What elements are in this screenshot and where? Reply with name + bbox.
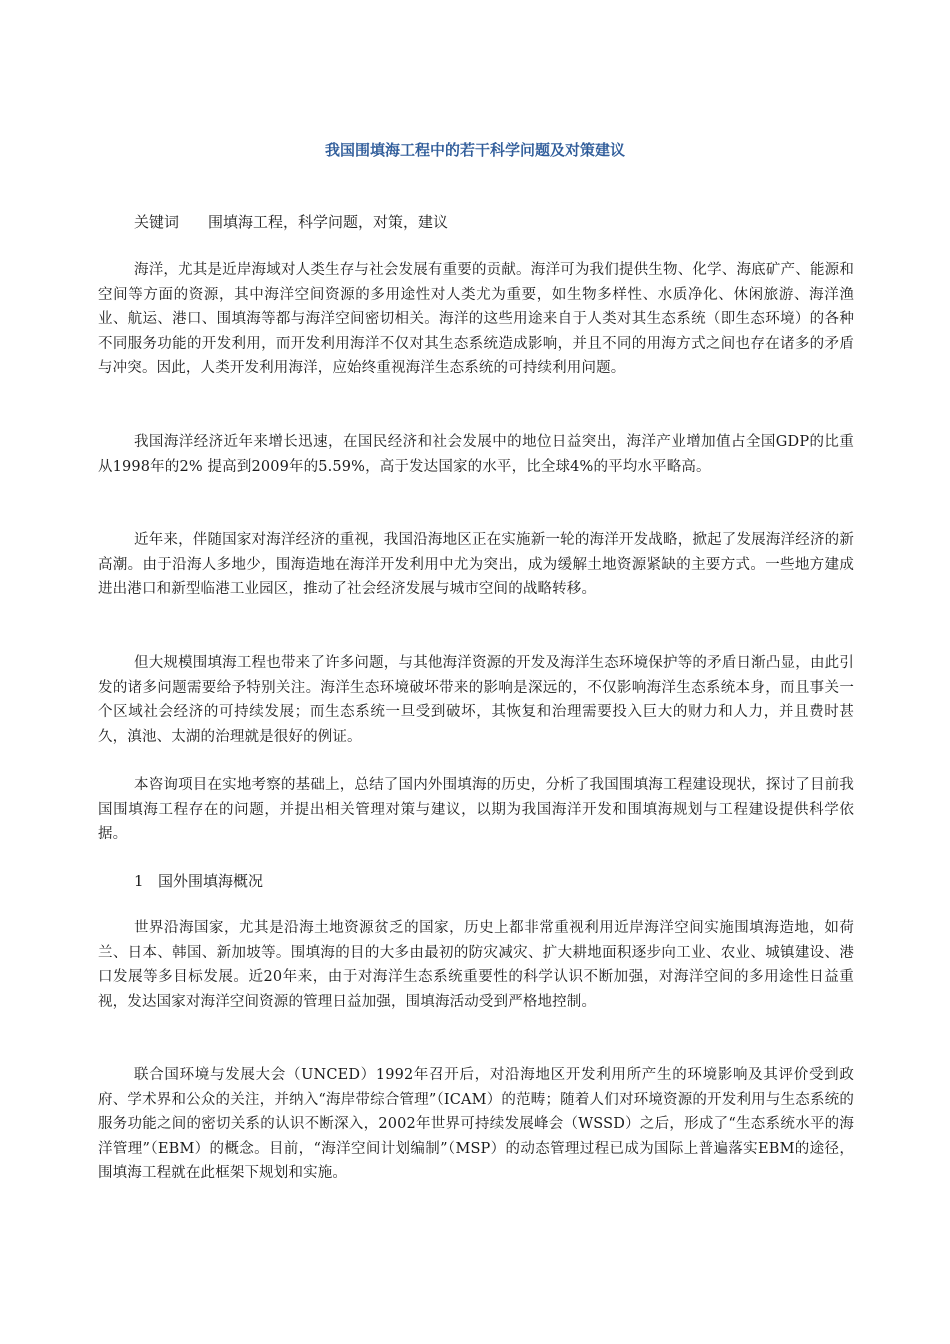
paragraph-economy: 我国海洋经济近年来增长迅速，在国民经济和社会发展中的地位日益突出，海洋产业增加值占全国GDP的比重从1998年的2% 提高到2009年的5.59%，高于发达国家的水平，比全球4%的平均水平略高。	[98, 434, 854, 475]
keywords-label: 关键词	[134, 213, 180, 231]
paragraph-intro: 海洋，尤其是近岸海域对人类生存与社会发展有重要的贡献。海洋可为我们提供生物、化学、海底矿产、能源和空间等方面的资源，其中海洋空间资源的多用途性对人类尤为重要，如生物多样性、水质净化、休闲旅游、海洋渔业、航运、港口、围填海等都与海洋空间密切相关。海洋的这些用途来自于人类对其生态系统（即生态环境）的各种不同服务功能的开发利用，而开发利用海洋不仅对其生态系统造成影响，并且不同的用海方式之间也存在诸多的矛盾与冲突。因此，人类开发利用海洋，应始终重视海洋生态系统的可持续利用问题。	[98, 262, 854, 377]
paragraph-world: 世界沿海国家，尤其是沿海土地资源贫乏的国家，历史上都非常重视利用近岸海洋空间实施围填海造地，如荷兰、日本、韩国、新加坡等。围填海的目的大多由最初的防灾减灾、扩大耕地面积逐步向工业、农业、城镇建设、港口发展等多目标发展。近20年来，由于对海洋生态系统重要性的科学认识不断加强，对海洋空间的多用途性日益重视，发达国家对海洋空间资源的管理日益加强，围填海活动受到严格地控制。	[98, 920, 854, 1010]
paragraph-unced: 联合国环境与发展大会（UNCED）1992年召开后，对沿海地区开发利用所产生的环境影响及其评价受到政府、学术界和公众的关注，并纳入“海岸带综合管理”（ICAM）的范畴；随着人们对环境资源的开发利用与生态系统的服务功能之间的密切关系的认识不断深入，2002年世界可持续发展峰会（WSSD）之后，形成了“生态系统水平的海洋管理”（EBM）的概念。目前，“海洋空间计划编制”（MSP）的动态管理过程已成为国际上普遍落实EBM的途径，围填海工程就在此框架下规划和实施。	[98, 1067, 854, 1182]
section-heading	[134, 869, 263, 893]
paragraph-development: 近年来，伴随国家对海洋经济的重视，我国沿海地区正在实施新一轮的海洋开发战略，掀起了发展海洋经济的新高潮。由于沿海人多地少，围海造地在海洋开发利用中尤为突出，成为缓解土地资源紧缺的主要方式。一些地方建成进出港口和新型临港工业园区，推动了社会经济发展与城市空间的战略转移。	[98, 532, 854, 598]
section-title: 国外围填海概况	[158, 872, 264, 890]
document-title: 我国围填海工程中的若干科学问题及对策建议	[324, 141, 625, 159]
section-number: 1	[134, 872, 144, 890]
paragraph-problems: 但大规模围填海工程也带来了许多问题，与其他海洋资源的开发及海洋生态环境保护等的矛盾日渐凸显，由此引发的诸多问题需要给予特别关注。海洋生态环境破坏带来的影响是深远的，不仅影响海洋生态系统本身，而且事关一个区域社会经济的可持续发展；而生态系统一旦受到破坏，其恢复和治理需要投入巨大的财力和人力，并且费时甚久，滇池、太湖的治理就是很好的例证。	[98, 655, 854, 745]
paragraph-project: 本咨询项目在实地考察的基础上，总结了国内外围填海的历史，分析了我国围填海工程建设现状，探讨了目前我国围填海工程存在的问题，并提出相关管理对策与建议，以期为我国海洋开发和围填海规划与工程建设提供科学依据。	[98, 777, 854, 843]
keywords-value: 围填海工程，科学问题，对策，建议	[208, 213, 449, 231]
keywords-line	[134, 210, 448, 234]
